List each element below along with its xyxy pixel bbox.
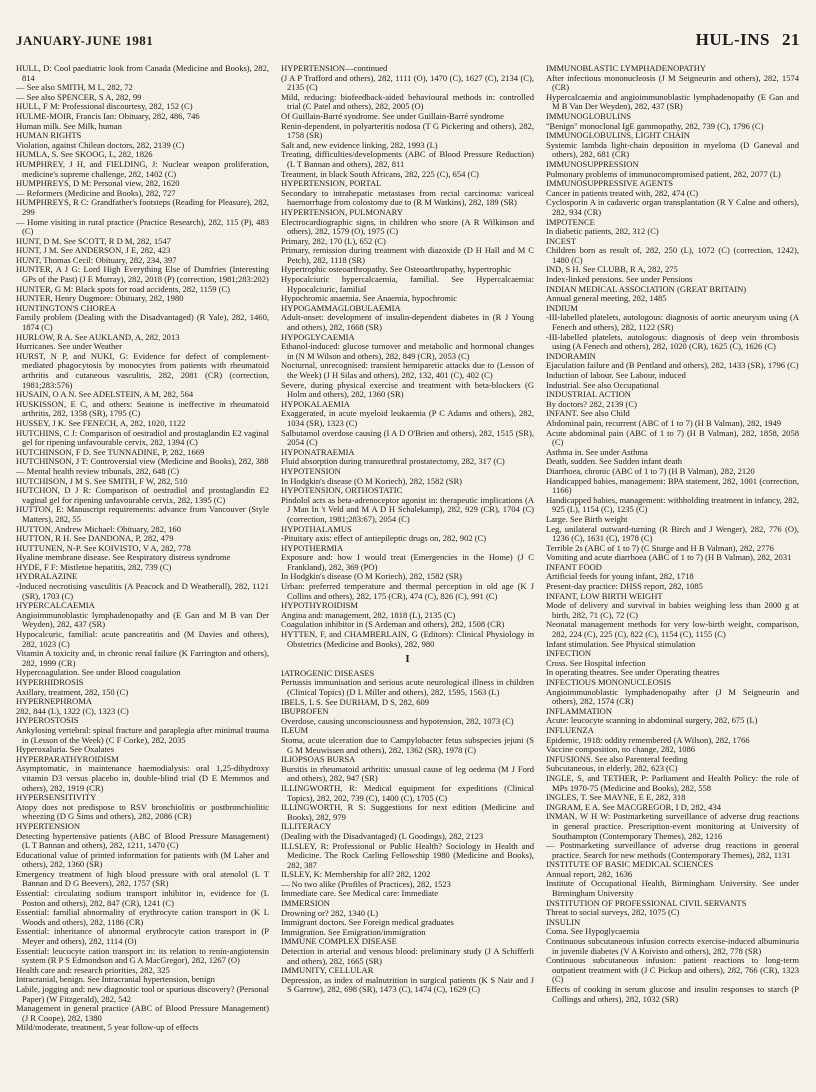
index-entry: Effects of cooking in serum glucose and insulin responses to starch (P Collings and others), 282, 1032 (SR) [546,984,799,1004]
index-entry: HULL, F M: Professional discourtesy, 282, 152 (C) [16,101,193,112]
index-range: HUL-INS [695,30,770,49]
index-entry: HYPERTENSION, PULMONARY [281,206,404,217]
index-entry: Vomiting and acute diarrhoea (ABC of 1 to 7) (H B Valman), 282, 2031 [546,552,792,563]
index-entry: IMMUNOGLOBULINS [546,110,631,121]
index-entry: INSTITUTE OF BASIC MEDICAL SCIENCES [546,859,714,870]
index-entry: Salt and, new evidence linking, 282, 1993 (L) [281,139,438,150]
index-entry: ILLSLEY, R: Professional or Public Health? Sociology in Health and Medicine. The Rock Carling Fellowship 1980 (Medicine and Books), 282, 387 [281,840,534,870]
index-entry: Acute: leucocyte scanning in abdominal surgery, 282, 675 (L) [546,715,758,726]
index-entry: Intracranial, benign. See Intracranial hypertension, benign [16,974,215,985]
index-entry: Epidemic, 1918: oddity remembered (A Wilson), 282, 1766 [546,734,750,745]
index-entry: HURST, N P, and NUKI, G: Evidence for defect of complement-mediated phagocytosis by monocytes from patients with rheumatoid arthritis and cutaneous vasculitis, 282, 2081 (CR) (correction, 1981;283:576) [16,350,269,390]
index-entry: Diarrhoea, chronic (ABC of 1 to 7) (H B Valman), 282, 2120 [546,465,755,476]
index-entry: In Hodgkin's disease (O M Koriech), 282, 1582 (SR) [281,475,462,486]
index-entry: HYPERHIDROSIS [16,677,84,687]
index-entry: INSULIN [546,916,581,927]
index-entry: HULL, D: Cool paediatric look from Canada (Medicine and Books), 282, 814 [16,64,269,83]
index-entry: IMMUNOGLOBULINS, LIGHT CHAIN [546,130,690,141]
index-entry: Asymptomatic, in maintenance haemodialysis: oral 1,25-dihydroxy vitamin D3 versus placebo in, double-blind trial (D E Memmos and others), 282, 1919 (CR) [16,763,269,793]
index-entry: HUTTON, Andrew Michael: Obituary, 282, 160 [16,523,181,534]
index-entry: HYPOTHYROIDISM [281,600,358,611]
index-entry: Essential: inheritance of abnormal erythrocyte cation transport in (P Meyer and others), 282, 1114 (O) [16,926,269,947]
index-column-2 [281,64,534,1088]
index-entry: HUMPHREY, J H, and FIELDING, J: Nuclear weapon proliferation, medicine's supreme challenge, 282, 1402 (C) [16,158,269,179]
index-entry: INDUSTRIAL ACTION [546,389,631,400]
index-entry: Hypochromic anaemia. See Anaemia, hypochromic [281,293,458,304]
index-entry: HURLOW, R A. See AUKLAND, A, 282, 2013 [16,331,180,342]
index-entry: 282, 844 (L), 1322 (C), 1323 (C) [16,705,129,716]
index-entry: Vaccine composition, no change, 282, 1086 [546,744,696,755]
index-entry: INDIAN MEDICAL ASSOCIATION (GREAT BRITAIN) [546,283,747,294]
index-entry: HYPOKALAEMIA [281,398,350,409]
index-entry: HYPERTENSION [16,820,81,831]
index-entry: Essential: familial abnormality of erythrocyte cation transport in (K L Woods and others), 282, 1186 (CR) [16,907,269,927]
index-entry: Treatment, in black South Africans, 282, 225 (C), 654 (C) [281,168,479,179]
index-entry: INGRAM, E A. See MACGREGOR, I D, 282, 434 [546,801,721,812]
index-entry: Infant stimulation. See Physical stimulation [546,638,696,649]
index-entry: HUNT, Thomas Cecil: Obituary, 282, 234, 397 [16,254,177,265]
page-number: 21 [782,30,800,49]
index-entry: Pertussis immunisation and serious acute neurological illness in children (Clinical Topics) (D L Miller and others), 282, 1595, 1563 (L) [281,677,534,697]
index-entry: Detecting hypertensive patients (ABC of Blood Pressure Management) (L T Bannan and others), 282, 1211, 1470 (C) [16,830,269,851]
index-entry: — Home visiting in rural practice (Practice Research), 282, 115 (P), 483 (C) [16,216,269,237]
index-entry: Bursitis in rheumatoid arthritis: unusual cause of leg oedema (M J Ford and others), 282, 947 (SR) [281,763,534,784]
index-entry: HUSKISSON, E C, and others: Seatone is ineffective in rheumatoid arthritis, 282, 1358 (SR), 1795 (C) [16,398,269,419]
index-entry: HUNTINGTON'S CHOREA [16,302,116,313]
index-entry: HUTTON, E: Manuscript requirements: advance from Vancouver (Style Matters), 282, 55 [16,504,269,524]
index-entry: Secondary to intrahepatic metastases from rectal carcinoma: variceal haemorrhage from colostomy due to (R M Watkins), 282, 189 (SR) [281,187,534,208]
index-entry: Angioimmunoblastic lymphadenopathy and (E Gan and M B van Der Weyden), 282, 437 (SR) [16,609,269,630]
index-entry: Treating, difficulties/developments (ABC of Blood Pressure Reduction) (L T Bannan and others), 282, 811 [281,149,534,169]
index-entry: Adult-onset: development of insulin-dependent diabetes in (R J Young and others), 282, 1668 (SR) [281,312,534,333]
index-entry: Continuous subcutaneous infusion corrects exercise-induced albuminuria in juvenile diabetes (V A Koivisto and others), 282, 778 (SR) [546,936,799,956]
index-entry: Detection in arterial and venous blood: preliminary study (J A Schifferli and others), 282, 1665 (SR) [281,946,534,966]
index-entry: Vitamin A toxicity and, in chronic renal failure (K Farrington and others), 282, 1999 (CR) [16,648,269,668]
index-entry: HUMLA, S. See SKOOG, L, 282, 1826 [16,149,153,160]
index-entry: IMMUNOSUPPRESSIVE AGENTS [546,178,674,189]
index-entry: INFANT FOOD [546,561,602,572]
index-entry: Depression, as index of malnutrition in surgical patients (K S Nair and J S Garrow), 282, 698 (SR), 1473 (C), 1474 (C), 1629 (C) [281,974,534,995]
index-entry: HYPONATRAEMIA [281,446,355,457]
index-entry: By doctors? 282, 2139 (C) [546,398,637,409]
index-entry: HUTCHISON, J M S. See SMITH, F W, 282, 510 [16,475,188,486]
index-column-1 [16,64,269,1088]
index-entry: Human milk. See Milk, human [16,120,122,131]
index-entry: HYPOGAMMAGLOBULAEMIA [281,302,401,313]
index-entry: HUNTER, A J G: Lord High Everything Else of Dumfries (Interesting GPs of the Past) (J E Murray), 282, 2018 (P) (correction, 1981;283:202) [16,264,269,285]
index-entry: Coagulation inhibitor in (S Ardeman and others), 282, 1508 (CR) [281,619,505,630]
index-entry: Cross. See Hospital infection [546,657,646,668]
index-entry: Hypercalcaemia and angioimmunoblastic lymphadenopathy (E Gan and M B Van Der Weyden), 282, 437 (SR) [546,91,799,112]
index-entry: Large. See Birth weight [546,513,628,524]
index-entry: Labile, jogging and: new diagnostic tool or spurious discovery? (Personal Paper) (W Fitzgerald), 282, 542 [16,984,269,1004]
index-entry: HYPOTHALAMUS [281,523,352,534]
index-entry: HYPERSENSITIVITY [16,792,97,803]
index-entry: IMMERSION [281,898,330,909]
index-entry: INFLUENZA [546,724,594,735]
index-entry: HYPERTENSION—continued [281,64,388,73]
index-entry: Electrocardiographic signs, in children who snore (A R Wilkinson and others), 282, 1579 (O), 1975 (C) [281,216,534,237]
index-entry: Ejaculation failure and (B Pentland and others), 282, 1433 (SR), 1796 (C) [546,360,799,371]
index-entry: Pindolol acts as beta-adrenoceptor agonist in: therapeutic implications (A J Man In 't Veld and M A D H Schalekamp), 282, 929 (CR), 1704 (C) (correction, 1981;283:67), 2054 (C) [281,494,534,524]
date-range: JANUARY-JUNE 1981 [16,33,154,48]
index-entry: IND, S H. See CLUBB, R A, 282, 275 [546,264,678,275]
index-entry: Drowning or? 282, 1340 (L) [281,907,379,918]
index-entry: HYPOTENSION [281,465,341,476]
index-entry: HUNT, J M. See ANDERSON, J E, 282, 423 [16,245,171,256]
index-entry: HUSSEY, J K. See FENECH, A, 282, 1020, 1122 [16,417,186,428]
index-entry: — Mental health review tribunals, 282, 648 (C) [16,465,180,476]
index-entry: Index-linked pensions. See under Pensions [546,274,693,285]
index-entry: INGLES, T. See MAYNE, E E, 282, 318 [546,792,686,803]
index-entry: HYPEROSTOSIS [16,715,79,726]
index-entry: Cancer in patients treated with, 282, 474 (C) [546,187,699,198]
index-entry: HUMAN RIGHTS [16,130,82,141]
index-entry: HYDRALAZINE [16,571,78,582]
index-entry: Angioimmunoblastic lymphadenopathy after (J M Seigneurin and others), 282, 1574 (CR) [546,686,799,707]
index-entry: Induction of labour. See Labour, induced [546,370,686,380]
index-entry: — Reformers (Medicine and Books), 282, 727 [16,187,176,198]
index-entry: HULME-MOIR, Francis Ian: Obituary, 282, 486, 746 [16,110,200,121]
index-entry: Urban: preferred temperature and thermal perception in old age (K J Collins and others), 282, 175 (CR), 474 (C), 826 (C), 991 (C) [281,581,534,601]
index-entry: Overdose, causing unconsciousness and hypotension, 282, 1073 (C) [281,715,514,726]
index-entry: After infectious mononucleosis (J M Seigneurin and others), 282, 1574 (CR) [546,72,799,93]
index-entry: Mild, reducing: biofeedback-aided behavioural methods in: controlled trial (C Patel and others), 282, 2005 (O) [281,91,534,112]
index-entry: Cyclosporin A in cadaveric organ transplantation (R Y Calne and others), 282, 934 (CR) [546,197,799,217]
index-entry: Primary, 282, 170 (L), 652 (C) [281,235,386,246]
index-entry: In operating theatres. See under Operating theatres [546,667,720,678]
section-letter: I [405,653,410,666]
index-entry: In Hodgkin's disease (O M Koriech), 282, 1582 (SR) [281,571,462,582]
index-entry: HYPOGLYCAEMIA [281,331,355,342]
index-entry: Acute abdominal pain (ABC of 1 to 7) (H B Valman), 282, 1858, 2058 (C) [546,427,799,448]
index-entry: ILIOPSOAS BURSA [281,754,356,765]
page-header [16,30,800,56]
index-entry: Annual general meeting, 282, 1485 [546,293,667,304]
index-entry: Hyperoxaluria. See Oxalates [16,744,115,755]
index-entry: — Postmarketing surveillance of adverse drug reactions in general practice. Search for new methods (Contemporary Themes), 282, 1131 [546,840,799,860]
index-entry: HUSAIN, O A N. See ADELSTEIN, A M, 282, 564 [16,389,194,400]
index-entry: HYTTEN, F, and CHAMBERLAIN, G (Editors): Clinical Physiology in Obstetrics (Medicine and Books), 282, 980 [281,629,534,649]
index-entry: HYPERPARATHYROIDISM [16,753,119,764]
index-entry: HUTCHINSON, F D. See TUNNADINE, P, 282, 1669 [16,446,205,457]
index-entry: Salbutamol overdose causing (I A D O'Brien and others), 282, 1515 (SR), 2054 (C) [281,427,534,448]
index-entry: Severe, during physical exercise and treatment with beta-blockers (G Holm and others), 282, 1360 (SR) [281,379,534,400]
index-entry: HUTTUNEN, N-P. See KOIVISTO, V A, 282, 778 [16,542,191,553]
index-entry: Essential: circulating sodium transport inhibitor in, evidence for (L Poston and others), 282, 847 (CR), 1241 (C) [16,888,269,908]
index-entry: Systemic lambda light-chain deposition in myeloma (D Ganeval and others), 282, 681 (CR) [546,139,799,160]
index-entry: IATROGENIC DISEASES [281,667,375,678]
index-column-3 [546,64,799,1088]
index-entry: -Induced necrotising vasculitis (A Peacock and D Weatherall), 282, 1121 (SR), 1703 (C) [16,581,269,601]
index-entry: HYPERCALCAEMIA [16,600,95,611]
index-entry: IMMUNE COMPLEX DISEASE [281,936,397,947]
index-entry: IMMUNOSUPPRESSION [546,158,639,169]
index-entry: Terrible 2s (ABC of 1 to 7) (C Sturge and H B Valman), 282, 2776 [546,542,774,553]
section-range [696,30,800,50]
index-entry: Immigration. See Emigration/immigration [281,926,426,937]
index-entry: HUMPHREYS, D M: Personal view, 282, 1620 [16,178,180,189]
index-entry: ILLINGWORTH, R: Medical equipment for expeditions (Clinical Topics), 282, 202, 739 (C), 1400 (C), 1705 (C) [281,782,534,803]
index-entry: Exposure and: how I would treat (Emergencies in the Home) (J C Frankland), 282, 369 (PO) [281,552,534,572]
index-entry: INMAN, W H W: Postmarketing surveillance of adverse drug reactions in general practice. Prescription-event monitoring at University of Southampton (Contemporary Themes), 282, 1216 [546,811,799,841]
index-entry: — See also SMITH, M L, 282, 72 [16,82,133,93]
index-entry: HYPERTENSION, PORTAL [281,178,382,189]
index-entry: Immediate care. See Medical care: Immediate [281,888,439,899]
index-entry: Atopy does not predispose to RSV bronchiolitis or postbronchiolitic wheezing (D G Sims and others), 282, 2086 (CR) [16,801,269,822]
index-entry: INDORAMIN [546,350,596,361]
index-entry: Artificial feeds for young infant, 282, 1718 [546,571,694,582]
index-entry: Hypertrophic osteoarthropathy. See Osteoarthropathy, hypertrophic [281,264,512,275]
index-entry: INFANT, LOW BIRTH WEIGHT [546,590,663,601]
index-entry: -Pituitary axis: effect of antiepileptic drugs on, 282, 902 (C) [281,533,487,544]
index-entry: In diabetic patients, 282, 312 (C) [546,226,659,237]
index-entry: INDIUM [546,302,578,313]
index-entry: HUMPHREYS, R C: Grandfather's footsteps (Reading for Pleasure), 282, 299 [16,197,269,217]
index-entry: Stoma, acute ulceration due to Campylobacter fetus subspecies jejuni (S G M Meuwissen and others), 282, 1362 (SR), 1978 (C) [281,734,534,755]
index-entry: Hypocalciuric hypercalcaemia, familial. See Hypercalcaemia: Hypocalciuric, familial [281,274,534,294]
index-entry: Pulmonary problems of immunocompromised patient, 282, 2077 (L) [546,168,781,179]
index-entry: "Benign" monoclonal IgE gammopathy, 282, 739 (C), 1796 (C) [546,120,764,131]
index-entry: Educational value of printed information for patients with (M Laher and others), 282, 1360 (SR) [16,849,269,870]
index-entry: Handicapped babies, management: withholding treatment in infancy, 282, 925 (L), 1154 (C), 1235 (C) [546,494,799,515]
index-entry: Leg, unilateral outward-turning (R Birch and J Wenger), 282, 776 (O), 1236 (C), 1631 (C), 1978 (C) [546,523,799,544]
index-entry: Emergency treatment of high blood pressure with oral atenolol (L T Bannan and D G Beevers), 282, 1757 (SR) [16,868,269,889]
index-entry: HUNTER, Henry Dugmore: Obituary, 282, 1980 [16,293,184,304]
index-entry: Mode of delivery and survival in babies weighing less than 2000 g at birth, 282, 71 (C), 72 (C) [546,600,799,620]
index-entry: IMMUNITY, CELLULAR [281,965,374,976]
index-entry: — No two alike (Profiles of Practices), 282, 1523 [281,878,451,889]
index-entry: IBUPROFEN [281,706,329,717]
index-entry: Hypocalcuric, familial: acute pancreatitis and (M Davies and others), 282, 1023 (C) [16,629,269,649]
index-entry: Axillary, treatment, 282, 150 (C) [16,686,129,697]
index-entry: HYPOTHERMIA [281,542,344,553]
index-entry: Angina and: management, 282, 1818 (L), 2135 (C) [281,609,456,620]
index-entry: INFECTION [546,648,592,659]
index-entry: Immigrant doctors. See Foreign medical graduates [281,917,454,928]
index-entry: Hyaline membrane disease. See Respiratory distress syndrome [16,552,231,563]
index-entry: (J A P Trafford and others), 282, 1111 (O), 1470 (C), 1627 (C), 2134 (C), 2135 (C) [281,72,534,93]
index-entry: Present-day practice: DHSS report, 282, 1085 [546,581,703,592]
index-entry: Coma. See Hypoglycaemia [546,926,640,937]
index-entry: (Dealing with the Disadvantaged) (L Goodings), 282, 2123 [281,830,484,841]
index-entry: IMMUNOBLASTIC LYMPHADENOPATHY [546,64,707,73]
index-entry: HUTCHON, D J R: Comparison of oestradiol and prostaglandin E2 vaginal gel for ripening unfavourable cervix, 282, 1395 (C) [16,485,269,505]
index-entry: Management in general practice (ABC of Blood Pressure Management) (J R Coope), 282, 1380 [16,1003,269,1023]
index-entry: HUTCHINS, C J: Comparison of oestradiol and prostaglandin E2 vaginal gel for ripening unfavourable cervix, 282, 1394 (C) [16,427,269,448]
index-entry: Industrial. See also Occupational [546,379,659,390]
index-entry: INCEST [546,235,576,246]
index-entry: IMPOTENCE [546,216,595,227]
index-entry: Handicapped babies, management: BPA statement, 282, 1001 (correction, 1166) [546,475,799,496]
index-entry: INFANT. See also Child [546,408,630,419]
index-entry: Hurricanes. See under Weather [16,341,122,352]
index-entry: Subcutaneous, in elderly, 282, 623 (C) [546,763,678,774]
index-entry: Neonatal management methods for very low-birth weight, comparison, 282, 224 (C), 225 (C), 822 (C), 1154 (C), 1155 (C) [546,619,799,640]
index-entry: Threat to social surveys, 282, 1075 (C) [546,907,680,918]
index-entry: Mild/moderate, treatment, 5 year follow-up of effects [16,1022,199,1033]
index-entry: HYPERNEPHROMA [16,696,92,707]
index-entry: Children born as result of, 282, 250 (L), 1072 (C) (correction, 1242), 1480 (C) [546,245,799,265]
index-entry: Annual report, 282, 1636 [546,868,633,879]
index-entry: Asthma in. See under Asthma [546,446,648,457]
index-entry: Essential: leucocyte cation transport in: its relation to renin-angiotensin system (R P S Edmondson and G A MacGregor), 282, 1267 (O) [16,945,269,966]
index-entry: ILLINGWORTH, R S: Suggestions for next edition (Medicine and Books), 282, 979 [281,802,534,822]
index-entry: IBELS, L S. See DURHAM, D S, 282, 609 [281,696,430,707]
index-entry: Health care and: research priorities, 282, 325 [16,964,170,975]
index-entry: Ankylosing vertebral: spinal fracture and paraplegia after minimal trauma in (Lesson of the Week) (C F Corke), 282, 2035 [16,724,269,745]
index-entry: ILSLEY, K: Membership for all? 282, 1202 [281,869,431,880]
index-entry: HUTTON, R H. See DANDONA, P, 282, 479 [16,533,174,544]
index-entry: Of Guillain-Barré syndrome. See under Guillain-Barré syndrome [281,110,504,121]
index-entry: HUTCHINSON, J T: Controversial view (Medicine and Books), 282, 388 [16,456,269,467]
index-entry: INSTITUTION OF PROFESSIONAL CIVIL SERVANTS [546,897,747,908]
index-entry: Exaggerated, in acute myeloid leukaemia (P C Adams and others), 282, 1034 (SR), 1323 (C) [281,408,534,428]
index-entry: Family problem (Dealing with the Disadvantaged) (R Yale), 282, 1460, 1874 (C) [16,312,269,333]
index-entry: Violation, against Chilean doctors, 282, 2139 (C) [16,139,185,150]
index-entry: INFECTIOUS MONONUCLEOSIS [546,677,672,687]
index-entry: INFLAMMATION [546,705,613,716]
index-entry: HUNT, D M. See SCOTT, R D M, 282, 1547 [16,235,171,246]
index-entry: Continuous subcutaneous infusion: patient reactions to long-term outpatient treatment with (J C Pickup and others), 282, 766 (CR), 1323 (C) [546,955,799,985]
index-entry: Abdominal pain, recurrent (ABC of 1 to 7) (H B Valman), 282, 1949 [546,417,782,428]
index-entry: ILLITERACY [281,821,332,832]
index-columns [16,64,800,1088]
index-entry: HYPOTENSION, ORTHOSTATIC [281,485,403,496]
index-entry: HUNTER, G M: Black spots for road accidents, 282, 1159 (C) [16,283,231,294]
index-entry: -III-labelled platelets, autologous: diagnosis of aortic aneurysm using (A Fenech and others), 282, 1122 (SR) [546,312,799,333]
index-entry: Death, sudden. See Sudden infant death [546,456,683,467]
index-entry: Institute of Occupational Health, Birmingham University. See under Birmingham University [546,878,799,899]
index-entry: Primary, remission during treatment with diazoxide (D H Hall and M C Petch), 282, 1118 (SR) [281,245,534,265]
index-entry: Ethanol-induced: glucose turnover and metabolic and hormonal changes in (N M Wilson and others), 282, 849 (CR), 2053 (C) [281,341,534,361]
index-entry: Nocturnal, unrecognised: transient hemiparetic attacks due to (Lesson of the Week) (J H Silas and others), 282, 132, 401 (C), 402 (C) [281,360,534,380]
index-entry: Renin-dependent, in polyarteritis nodosa (T G Pickering and others), 282, 1758 (SR) [281,120,534,141]
index-entry: -III-labelled platelets, autologous: diagnosis of deep vein thrombosis using (A Fenech and others), 282, 1020 (CR), 1625 (C), 1626 (C) [546,331,799,352]
index-entry: ILEUM [281,725,309,736]
index-entry: INGLE, S, and TETHER, P: Parliament and Health Policy: the role of MPs 1970-75 (Medicine and Books), 282, 558 [546,772,799,793]
index-entry: Hypercoagulation. See under Blood coagulation [16,667,181,678]
index-entry: — See also SPENCER, S A, 282, 99 [16,91,142,102]
index-entry: INFUSIONS. See also Parenteral feeding [546,753,688,764]
index-entry: HYDE, F F: Mistletoe hepatitis, 282, 739 (C) [16,561,172,572]
index-entry: Fluid absorption during transurethral prostatectomy, 282, 317 (C) [281,456,505,467]
